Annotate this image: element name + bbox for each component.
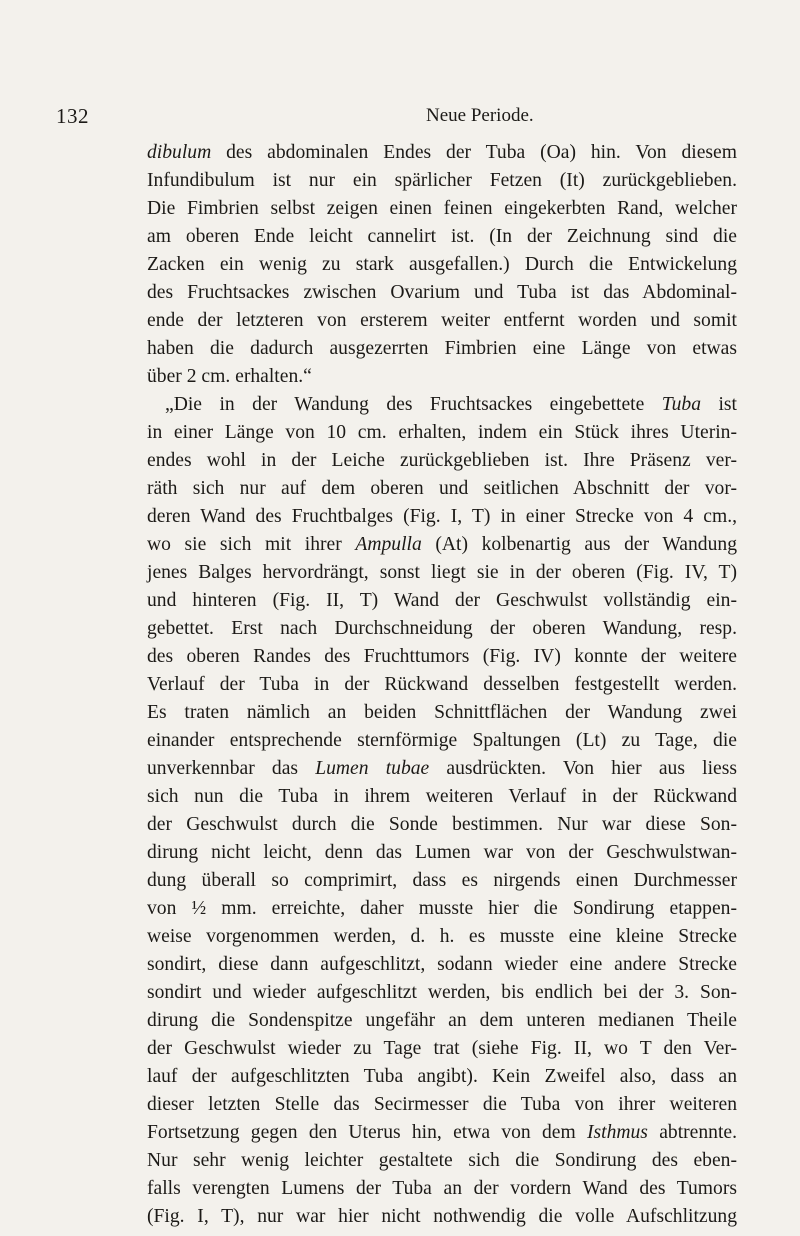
- text-line: [147, 1063, 737, 1091]
- text-line: [147, 195, 737, 223]
- text-line: [147, 1203, 737, 1231]
- text-line: [147, 811, 737, 839]
- body-text: [147, 139, 737, 1231]
- line-text: der Geschwulst wieder zu Tage trat (siehe Fig. II, wo T den Ver-: [147, 1038, 737, 1059]
- text-line: [147, 1035, 737, 1063]
- text-line: [147, 139, 737, 167]
- line-text: Fortsetzung gegen den Uterus hin, etwa von dem: [147, 1122, 587, 1143]
- text-line: [147, 839, 737, 867]
- text-line: [147, 167, 737, 195]
- italic-term: Isthmus: [586, 1122, 648, 1143]
- text-line: [147, 1175, 737, 1203]
- text-line: [147, 699, 737, 727]
- line-text: wo sie sich mit ihrer: [147, 534, 356, 555]
- text-line: [147, 895, 737, 923]
- line-text: dung überall so comprimirt, dass es nirgends einen Durchmesser: [147, 870, 737, 891]
- line-text-after: des abdominalen Endes der Tuba (Oa) hin. Von diesem: [211, 142, 737, 163]
- text-line: [147, 1119, 737, 1147]
- line-text: Infundibulum ist nur ein spärlicher Fetzen (It) zurückgeblieben.: [147, 170, 737, 191]
- text-line: [147, 279, 737, 307]
- text-line: [147, 363, 737, 391]
- line-text: von ½ mm. erreichte, daher musste hier die Sondirung etappen-: [147, 898, 737, 919]
- line-text: endes wohl in der Leiche zurückgeblieben ist. Ihre Präsenz ver-: [147, 450, 737, 471]
- text-line: [147, 615, 737, 643]
- text-line: [147, 1091, 737, 1119]
- text-line: [147, 671, 737, 699]
- italic-term: Lumen tubae: [315, 758, 430, 779]
- line-text: Nur sehr wenig leichter gestaltete sich die Sondirung des eben-: [147, 1150, 737, 1171]
- line-text: unverkennbar das: [147, 758, 316, 779]
- line-text: falls verengten Lumens der Tuba an der vordern Wand des Tumors: [147, 1178, 737, 1199]
- line-text-after: (At) kolbenartig aus der Wandung: [421, 534, 737, 555]
- line-text: dirung nicht leicht, denn das Lumen war von der Geschwulstwan-: [147, 842, 737, 863]
- line-text: lauf der aufgeschlitzten Tuba angibt). Kein Zweifel also, dass an: [147, 1066, 737, 1087]
- text-line: [147, 307, 737, 335]
- line-text: sondirt und wieder aufgeschlitzt werden, bis endlich bei der 3. Son-: [147, 982, 737, 1003]
- text-line: [147, 531, 737, 559]
- italic-term: dibulum: [147, 142, 212, 163]
- line-text: der Geschwulst durch die Sonde bestimmen. Nur war diese Son-: [147, 814, 737, 835]
- text-line: [147, 391, 737, 419]
- text-line: [147, 419, 737, 447]
- text-line: [147, 923, 737, 951]
- line-text-after: abtrennte.: [647, 1122, 737, 1143]
- line-text-after: ist: [701, 394, 737, 415]
- line-text: weise vorgenommen werden, d. h. es musste eine kleine Strecke: [147, 926, 737, 947]
- line-text: jenes Balges hervordrängt, sonst liegt sie in der oberen (Fig. IV, T): [147, 562, 737, 583]
- text-line: [147, 587, 737, 615]
- line-text: am oberen Ende leicht cannelirt ist. (In der Zeichnung sind die: [147, 226, 737, 247]
- line-text: haben die dadurch ausgezerrten Fimbrien eine Länge von etwas: [147, 338, 737, 359]
- text-line: [147, 783, 737, 811]
- line-text: sich nun die Tuba in ihrem weiteren Verlauf in der Rückwand: [147, 786, 737, 807]
- line-text-after: ausdrückten. Von hier aus liess: [429, 758, 737, 779]
- text-line: [147, 755, 737, 783]
- line-text: räth sich nur auf dem oberen und seitlichen Abschnitt der vor-: [147, 478, 737, 499]
- text-line: [147, 503, 737, 531]
- line-text: (Fig. I, T), nur war hier nicht nothwendig die volle Aufschlitzung: [147, 1206, 737, 1227]
- line-text: gebettet. Erst nach Durchschneidung der oberen Wandung, resp.: [147, 618, 737, 639]
- text-line: [147, 475, 737, 503]
- line-text: Es traten nämlich an beiden Schnittflächen der Wandung zwei: [147, 702, 737, 723]
- line-text: Zacken ein wenig zu stark ausgefallen.) Durch die Entwickelung: [147, 254, 737, 275]
- page-number: 132: [56, 104, 89, 128]
- line-text: „Die in der Wandung des Fruchtsackes eingebettete: [165, 394, 662, 415]
- text-line: [147, 251, 737, 279]
- line-text: sondirt, diese dann aufgeschlitzt, sodann wieder eine andere Strecke: [147, 954, 737, 975]
- line-text: und hinteren (Fig. II, T) Wand der Geschwulst vollständig ein-: [147, 590, 737, 611]
- text-line: [147, 1147, 737, 1175]
- text-line: [147, 867, 737, 895]
- text-line: [147, 447, 737, 475]
- line-text: einander entsprechende sternförmige Spaltungen (Lt) zu Tage, die: [147, 730, 737, 751]
- line-text: des oberen Randes des Fruchttumors (Fig. IV) konnte der weitere: [147, 646, 737, 667]
- text-line: [147, 979, 737, 1007]
- running-head: Neue Periode.: [426, 105, 534, 126]
- text-line: [147, 727, 737, 755]
- italic-term: Tuba: [661, 394, 702, 415]
- line-text: Verlauf der Tuba in der Rückwand desselben festgestellt werden.: [147, 674, 737, 695]
- line-text: in einer Länge von 10 cm. erhalten, indem ein Stück ihres Uterin-: [147, 422, 737, 443]
- page-header: [56, 104, 756, 128]
- line-text: dieser letzten Stelle das Secirmesser die Tuba von ihrer weiteren: [147, 1094, 737, 1115]
- line-text: Die Fimbrien selbst zeigen einen feinen eingekerbten Rand, welcher: [147, 198, 737, 219]
- line-text: ende der letzteren von ersterem weiter entfernt worden und somit: [147, 310, 737, 331]
- text-line: [147, 559, 737, 587]
- line-text: dirung die Sondenspitze ungefähr an dem unteren medianen Theile: [147, 1010, 737, 1031]
- text-line: [147, 335, 737, 363]
- text-line: [147, 951, 737, 979]
- text-line: [147, 1007, 737, 1035]
- text-line: [147, 643, 737, 671]
- text-line: [147, 223, 737, 251]
- line-text: über 2 cm. erhalten.“: [147, 366, 312, 387]
- line-text: deren Wand des Fruchtbalges (Fig. I, T) in einer Strecke von 4 cm.,: [147, 506, 737, 527]
- line-text: des Fruchtsackes zwischen Ovarium und Tuba ist das Abdominal-: [147, 282, 737, 303]
- italic-term: Ampulla: [355, 534, 422, 555]
